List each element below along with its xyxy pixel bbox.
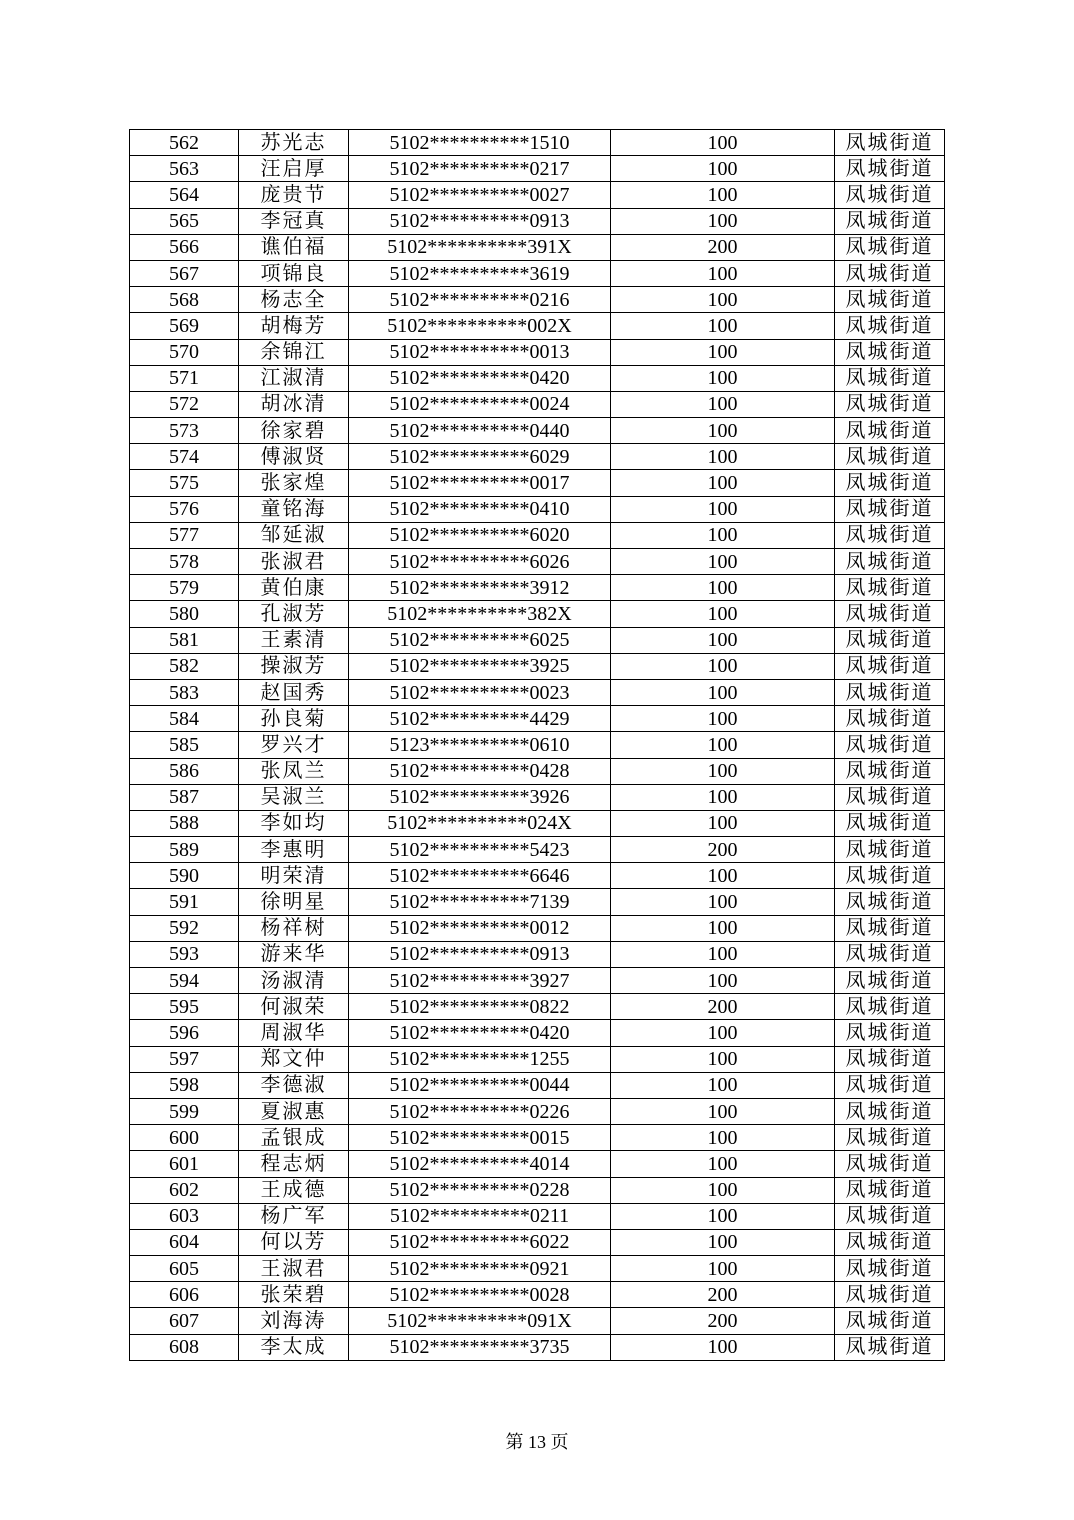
street-cell: 凤城街道 bbox=[835, 1256, 945, 1282]
name-cell: 张家煌 bbox=[239, 470, 349, 496]
row-number-cell: 608 bbox=[130, 1334, 239, 1360]
table-row bbox=[130, 339, 945, 365]
street-cell: 凤城街道 bbox=[835, 941, 945, 967]
id-number-cell: 5102**********0024 bbox=[349, 391, 611, 417]
name-cell: 明荣清 bbox=[239, 863, 349, 889]
name-cell: 罗兴才 bbox=[239, 732, 349, 758]
id-number-cell: 5102**********0044 bbox=[349, 1072, 611, 1098]
table-row bbox=[130, 287, 945, 313]
table-row bbox=[130, 1282, 945, 1308]
street-cell: 凤城街道 bbox=[835, 810, 945, 836]
name-cell: 孙良菊 bbox=[239, 706, 349, 732]
table-row bbox=[130, 549, 945, 575]
name-cell: 张淑君 bbox=[239, 549, 349, 575]
street-cell: 凤城街道 bbox=[835, 732, 945, 758]
id-number-cell: 5102**********0913 bbox=[349, 208, 611, 234]
amount-cell: 100 bbox=[611, 706, 835, 732]
id-number-cell: 5102**********0017 bbox=[349, 470, 611, 496]
page-number: 第 13 页 bbox=[505, 1432, 569, 1452]
row-number-cell: 570 bbox=[130, 339, 239, 365]
amount-cell: 100 bbox=[611, 1177, 835, 1203]
table-row bbox=[130, 1151, 945, 1177]
row-number-cell: 593 bbox=[130, 941, 239, 967]
amount-cell: 100 bbox=[611, 915, 835, 941]
street-cell: 凤城街道 bbox=[835, 156, 945, 182]
name-cell: 杨广军 bbox=[239, 1203, 349, 1229]
table-row bbox=[130, 470, 945, 496]
name-cell: 徐明星 bbox=[239, 889, 349, 915]
street-cell: 凤城街道 bbox=[835, 994, 945, 1020]
id-number-cell: 5102**********0216 bbox=[349, 287, 611, 313]
amount-cell: 100 bbox=[611, 1072, 835, 1098]
name-cell: 谯伯福 bbox=[239, 234, 349, 260]
street-cell: 凤城街道 bbox=[835, 470, 945, 496]
street-cell: 凤城街道 bbox=[835, 1020, 945, 1046]
row-number-cell: 576 bbox=[130, 496, 239, 522]
street-cell: 凤城街道 bbox=[835, 627, 945, 653]
id-number-cell: 5102**********0420 bbox=[349, 365, 611, 391]
table-row bbox=[130, 1308, 945, 1334]
amount-cell: 100 bbox=[611, 156, 835, 182]
row-number-cell: 605 bbox=[130, 1256, 239, 1282]
row-number-cell: 588 bbox=[130, 810, 239, 836]
table-row bbox=[130, 234, 945, 260]
id-number-cell: 5102**********1510 bbox=[349, 130, 611, 156]
table-row bbox=[130, 784, 945, 810]
amount-cell: 100 bbox=[611, 679, 835, 705]
row-number-cell: 600 bbox=[130, 1125, 239, 1151]
amount-cell: 100 bbox=[611, 1151, 835, 1177]
name-cell: 杨祥树 bbox=[239, 915, 349, 941]
amount-cell: 100 bbox=[611, 313, 835, 339]
row-number-cell: 563 bbox=[130, 156, 239, 182]
name-cell: 刘海涛 bbox=[239, 1308, 349, 1334]
table-row bbox=[130, 837, 945, 863]
street-cell: 凤城街道 bbox=[835, 365, 945, 391]
table-row bbox=[130, 758, 945, 784]
street-cell: 凤城街道 bbox=[835, 444, 945, 470]
name-cell: 徐家碧 bbox=[239, 418, 349, 444]
amount-cell: 100 bbox=[611, 889, 835, 915]
id-number-cell: 5102**********0228 bbox=[349, 1177, 611, 1203]
id-number-cell: 5102**********0015 bbox=[349, 1125, 611, 1151]
name-cell: 王素清 bbox=[239, 627, 349, 653]
amount-cell: 200 bbox=[611, 234, 835, 260]
id-number-cell: 5102**********3619 bbox=[349, 260, 611, 286]
street-cell: 凤城街道 bbox=[835, 1098, 945, 1124]
id-number-cell: 5102**********5423 bbox=[349, 837, 611, 863]
street-cell: 凤城街道 bbox=[835, 208, 945, 234]
street-cell: 凤城街道 bbox=[835, 1177, 945, 1203]
id-number-cell: 5123**********0610 bbox=[349, 732, 611, 758]
id-number-cell: 5102**********0013 bbox=[349, 339, 611, 365]
table-row bbox=[130, 1125, 945, 1151]
row-number-cell: 564 bbox=[130, 182, 239, 208]
table-row bbox=[130, 260, 945, 286]
row-number-cell: 602 bbox=[130, 1177, 239, 1203]
name-cell: 夏淑惠 bbox=[239, 1098, 349, 1124]
name-cell: 庞贵节 bbox=[239, 182, 349, 208]
row-number-cell: 607 bbox=[130, 1308, 239, 1334]
amount-cell: 100 bbox=[611, 130, 835, 156]
row-number-cell: 573 bbox=[130, 418, 239, 444]
street-cell: 凤城街道 bbox=[835, 1308, 945, 1334]
name-cell: 江淑清 bbox=[239, 365, 349, 391]
amount-cell: 100 bbox=[611, 1256, 835, 1282]
name-cell: 周淑华 bbox=[239, 1020, 349, 1046]
table-row bbox=[130, 810, 945, 836]
street-cell: 凤城街道 bbox=[835, 653, 945, 679]
row-number-cell: 599 bbox=[130, 1098, 239, 1124]
street-cell: 凤城街道 bbox=[835, 234, 945, 260]
amount-cell: 100 bbox=[611, 1125, 835, 1151]
amount-cell: 100 bbox=[611, 1203, 835, 1229]
row-number-cell: 580 bbox=[130, 601, 239, 627]
id-number-cell: 5102**********3735 bbox=[349, 1334, 611, 1360]
amount-cell: 100 bbox=[611, 575, 835, 601]
name-cell: 童铭海 bbox=[239, 496, 349, 522]
table-row bbox=[130, 1072, 945, 1098]
name-cell: 孔淑芳 bbox=[239, 601, 349, 627]
table-row bbox=[130, 496, 945, 522]
row-number-cell: 569 bbox=[130, 313, 239, 339]
row-number-cell: 566 bbox=[130, 234, 239, 260]
row-number-cell: 572 bbox=[130, 391, 239, 417]
id-number-cell: 5102**********3912 bbox=[349, 575, 611, 601]
id-number-cell: 5102**********6029 bbox=[349, 444, 611, 470]
table-row bbox=[130, 313, 945, 339]
row-number-cell: 568 bbox=[130, 287, 239, 313]
id-number-cell: 5102**********7139 bbox=[349, 889, 611, 915]
table-row bbox=[130, 1229, 945, 1255]
id-number-cell: 5102**********1255 bbox=[349, 1046, 611, 1072]
table-row bbox=[130, 156, 945, 182]
row-number-cell: 567 bbox=[130, 260, 239, 286]
name-cell: 操淑芳 bbox=[239, 653, 349, 679]
amount-cell: 100 bbox=[611, 810, 835, 836]
amount-cell: 100 bbox=[611, 208, 835, 234]
id-number-cell: 5102**********6026 bbox=[349, 549, 611, 575]
amount-cell: 100 bbox=[611, 522, 835, 548]
table-row bbox=[130, 941, 945, 967]
id-number-cell: 5102**********0028 bbox=[349, 1282, 611, 1308]
name-cell: 程志炳 bbox=[239, 1151, 349, 1177]
id-number-cell: 5102**********0027 bbox=[349, 182, 611, 208]
street-cell: 凤城街道 bbox=[835, 339, 945, 365]
table-row bbox=[130, 182, 945, 208]
id-number-cell: 5102**********3927 bbox=[349, 968, 611, 994]
table-row bbox=[130, 653, 945, 679]
row-number-cell: 578 bbox=[130, 549, 239, 575]
amount-cell: 100 bbox=[611, 496, 835, 522]
table-row bbox=[130, 994, 945, 1020]
row-number-cell: 591 bbox=[130, 889, 239, 915]
amount-cell: 100 bbox=[611, 287, 835, 313]
street-cell: 凤城街道 bbox=[835, 549, 945, 575]
table-row bbox=[130, 627, 945, 653]
id-number-cell: 5102**********6025 bbox=[349, 627, 611, 653]
street-cell: 凤城街道 bbox=[835, 418, 945, 444]
name-cell: 黄伯康 bbox=[239, 575, 349, 601]
id-number-cell: 5102**********0023 bbox=[349, 679, 611, 705]
street-cell: 凤城街道 bbox=[835, 706, 945, 732]
street-cell: 凤城街道 bbox=[835, 837, 945, 863]
row-number-cell: 581 bbox=[130, 627, 239, 653]
id-number-cell: 5102**********0440 bbox=[349, 418, 611, 444]
id-number-cell: 5102**********091X bbox=[349, 1308, 611, 1334]
name-cell: 李德淑 bbox=[239, 1072, 349, 1098]
table-row bbox=[130, 522, 945, 548]
table-row bbox=[130, 391, 945, 417]
table-row bbox=[130, 863, 945, 889]
row-number-cell: 597 bbox=[130, 1046, 239, 1072]
street-cell: 凤城街道 bbox=[835, 1151, 945, 1177]
street-cell: 凤城街道 bbox=[835, 863, 945, 889]
row-number-cell: 585 bbox=[130, 732, 239, 758]
amount-cell: 200 bbox=[611, 837, 835, 863]
amount-cell: 100 bbox=[611, 758, 835, 784]
id-number-cell: 5102**********0217 bbox=[349, 156, 611, 182]
id-number-cell: 5102**********0211 bbox=[349, 1203, 611, 1229]
row-number-cell: 571 bbox=[130, 365, 239, 391]
table-row bbox=[130, 575, 945, 601]
street-cell: 凤城街道 bbox=[835, 1125, 945, 1151]
amount-cell: 100 bbox=[611, 444, 835, 470]
name-cell: 苏光志 bbox=[239, 130, 349, 156]
table-row bbox=[130, 444, 945, 470]
name-cell: 王成德 bbox=[239, 1177, 349, 1203]
street-cell: 凤城街道 bbox=[835, 784, 945, 810]
street-cell: 凤城街道 bbox=[835, 1334, 945, 1360]
id-number-cell: 5102**********382X bbox=[349, 601, 611, 627]
amount-cell: 100 bbox=[611, 339, 835, 365]
table-row bbox=[130, 889, 945, 915]
name-cell: 余锦江 bbox=[239, 339, 349, 365]
table-row bbox=[130, 1203, 945, 1229]
table-row bbox=[130, 1177, 945, 1203]
row-number-cell: 592 bbox=[130, 915, 239, 941]
row-number-cell: 584 bbox=[130, 706, 239, 732]
row-number-cell: 606 bbox=[130, 1282, 239, 1308]
table-row bbox=[130, 732, 945, 758]
amount-cell: 100 bbox=[611, 260, 835, 286]
street-cell: 凤城街道 bbox=[835, 889, 945, 915]
amount-cell: 100 bbox=[611, 365, 835, 391]
row-number-cell: 575 bbox=[130, 470, 239, 496]
row-number-cell: 595 bbox=[130, 994, 239, 1020]
street-cell: 凤城街道 bbox=[835, 968, 945, 994]
row-number-cell: 596 bbox=[130, 1020, 239, 1046]
street-cell: 凤城街道 bbox=[835, 260, 945, 286]
row-number-cell: 562 bbox=[130, 130, 239, 156]
amount-cell: 100 bbox=[611, 182, 835, 208]
id-number-cell: 5102**********024X bbox=[349, 810, 611, 836]
row-number-cell: 586 bbox=[130, 758, 239, 784]
amount-cell: 100 bbox=[611, 863, 835, 889]
amount-cell: 100 bbox=[611, 627, 835, 653]
amount-cell: 100 bbox=[611, 968, 835, 994]
id-number-cell: 5102**********0226 bbox=[349, 1098, 611, 1124]
table-row bbox=[130, 1334, 945, 1360]
amount-cell: 100 bbox=[611, 1334, 835, 1360]
row-number-cell: 583 bbox=[130, 679, 239, 705]
street-cell: 凤城街道 bbox=[835, 313, 945, 339]
table-row bbox=[130, 601, 945, 627]
amount-cell: 100 bbox=[611, 732, 835, 758]
table-row bbox=[130, 130, 945, 156]
table-row bbox=[130, 1098, 945, 1124]
table-row bbox=[130, 1256, 945, 1282]
table-row bbox=[130, 706, 945, 732]
id-number-cell: 5102**********6646 bbox=[349, 863, 611, 889]
street-cell: 凤城街道 bbox=[835, 1229, 945, 1255]
row-number-cell: 603 bbox=[130, 1203, 239, 1229]
name-cell: 游来华 bbox=[239, 941, 349, 967]
id-number-cell: 5102**********391X bbox=[349, 234, 611, 260]
row-number-cell: 590 bbox=[130, 863, 239, 889]
name-cell: 李惠明 bbox=[239, 837, 349, 863]
name-cell: 傅淑贤 bbox=[239, 444, 349, 470]
amount-cell: 100 bbox=[611, 1098, 835, 1124]
name-cell: 吴淑兰 bbox=[239, 784, 349, 810]
amount-cell: 100 bbox=[611, 549, 835, 575]
name-cell: 李如均 bbox=[239, 810, 349, 836]
id-number-cell: 5102**********002X bbox=[349, 313, 611, 339]
table-row bbox=[130, 1020, 945, 1046]
street-cell: 凤城街道 bbox=[835, 915, 945, 941]
street-cell: 凤城街道 bbox=[835, 287, 945, 313]
table-row bbox=[130, 365, 945, 391]
name-cell: 邹延淑 bbox=[239, 522, 349, 548]
name-cell: 杨志全 bbox=[239, 287, 349, 313]
row-number-cell: 577 bbox=[130, 522, 239, 548]
name-cell: 胡梅芳 bbox=[239, 313, 349, 339]
name-cell: 汪启厚 bbox=[239, 156, 349, 182]
street-cell: 凤城街道 bbox=[835, 575, 945, 601]
street-cell: 凤城街道 bbox=[835, 522, 945, 548]
id-number-cell: 5102**********3926 bbox=[349, 784, 611, 810]
id-number-cell: 5102**********4429 bbox=[349, 706, 611, 732]
table-row bbox=[130, 418, 945, 444]
id-number-cell: 5102**********0822 bbox=[349, 994, 611, 1020]
name-cell: 李太成 bbox=[239, 1334, 349, 1360]
amount-cell: 100 bbox=[611, 470, 835, 496]
id-number-cell: 5102**********6020 bbox=[349, 522, 611, 548]
street-cell: 凤城街道 bbox=[835, 391, 945, 417]
name-cell: 张荣碧 bbox=[239, 1282, 349, 1308]
table-body bbox=[130, 130, 945, 1361]
amount-cell: 100 bbox=[611, 418, 835, 444]
name-cell: 何淑荣 bbox=[239, 994, 349, 1020]
amount-cell: 100 bbox=[611, 1229, 835, 1255]
amount-cell: 100 bbox=[611, 784, 835, 810]
id-number-cell: 5102**********3925 bbox=[349, 653, 611, 679]
street-cell: 凤城街道 bbox=[835, 496, 945, 522]
amount-cell: 100 bbox=[611, 601, 835, 627]
street-cell: 凤城街道 bbox=[835, 1072, 945, 1098]
table-row bbox=[130, 968, 945, 994]
amount-cell: 100 bbox=[611, 653, 835, 679]
amount-cell: 100 bbox=[611, 1020, 835, 1046]
row-number-cell: 589 bbox=[130, 837, 239, 863]
row-number-cell: 601 bbox=[130, 1151, 239, 1177]
row-number-cell: 579 bbox=[130, 575, 239, 601]
table-row bbox=[130, 679, 945, 705]
id-number-cell: 5102**********4014 bbox=[349, 1151, 611, 1177]
row-number-cell: 565 bbox=[130, 208, 239, 234]
street-cell: 凤城街道 bbox=[835, 679, 945, 705]
amount-cell: 100 bbox=[611, 1046, 835, 1072]
row-number-cell: 604 bbox=[130, 1229, 239, 1255]
street-cell: 凤城街道 bbox=[835, 601, 945, 627]
amount-cell: 100 bbox=[611, 391, 835, 417]
table-row bbox=[130, 1046, 945, 1072]
table-row bbox=[130, 208, 945, 234]
id-number-cell: 5102**********0420 bbox=[349, 1020, 611, 1046]
id-number-cell: 5102**********0410 bbox=[349, 496, 611, 522]
street-cell: 凤城街道 bbox=[835, 1282, 945, 1308]
name-cell: 赵国秀 bbox=[239, 679, 349, 705]
id-number-cell: 5102**********0921 bbox=[349, 1256, 611, 1282]
id-number-cell: 5102**********0913 bbox=[349, 941, 611, 967]
amount-cell: 200 bbox=[611, 1282, 835, 1308]
row-number-cell: 574 bbox=[130, 444, 239, 470]
amount-cell: 200 bbox=[611, 1308, 835, 1334]
row-number-cell: 598 bbox=[130, 1072, 239, 1098]
name-cell: 张凤兰 bbox=[239, 758, 349, 784]
name-cell: 王淑君 bbox=[239, 1256, 349, 1282]
row-number-cell: 582 bbox=[130, 653, 239, 679]
name-cell: 孟银成 bbox=[239, 1125, 349, 1151]
name-cell: 汤淑清 bbox=[239, 968, 349, 994]
amount-cell: 200 bbox=[611, 994, 835, 1020]
id-number-cell: 5102**********6022 bbox=[349, 1229, 611, 1255]
street-cell: 凤城街道 bbox=[835, 1046, 945, 1072]
name-cell: 胡冰清 bbox=[239, 391, 349, 417]
name-cell: 李冠真 bbox=[239, 208, 349, 234]
id-number-cell: 5102**********0012 bbox=[349, 915, 611, 941]
street-cell: 凤城街道 bbox=[835, 758, 945, 784]
street-cell: 凤城街道 bbox=[835, 130, 945, 156]
amount-cell: 100 bbox=[611, 941, 835, 967]
name-cell: 郑文仲 bbox=[239, 1046, 349, 1072]
id-number-cell: 5102**********0428 bbox=[349, 758, 611, 784]
street-cell: 凤城街道 bbox=[835, 1203, 945, 1229]
data-table bbox=[129, 129, 945, 1361]
name-cell: 项锦良 bbox=[239, 260, 349, 286]
row-number-cell: 594 bbox=[130, 968, 239, 994]
street-cell: 凤城街道 bbox=[835, 182, 945, 208]
table-row bbox=[130, 915, 945, 941]
name-cell: 何以芳 bbox=[239, 1229, 349, 1255]
row-number-cell: 587 bbox=[130, 784, 239, 810]
